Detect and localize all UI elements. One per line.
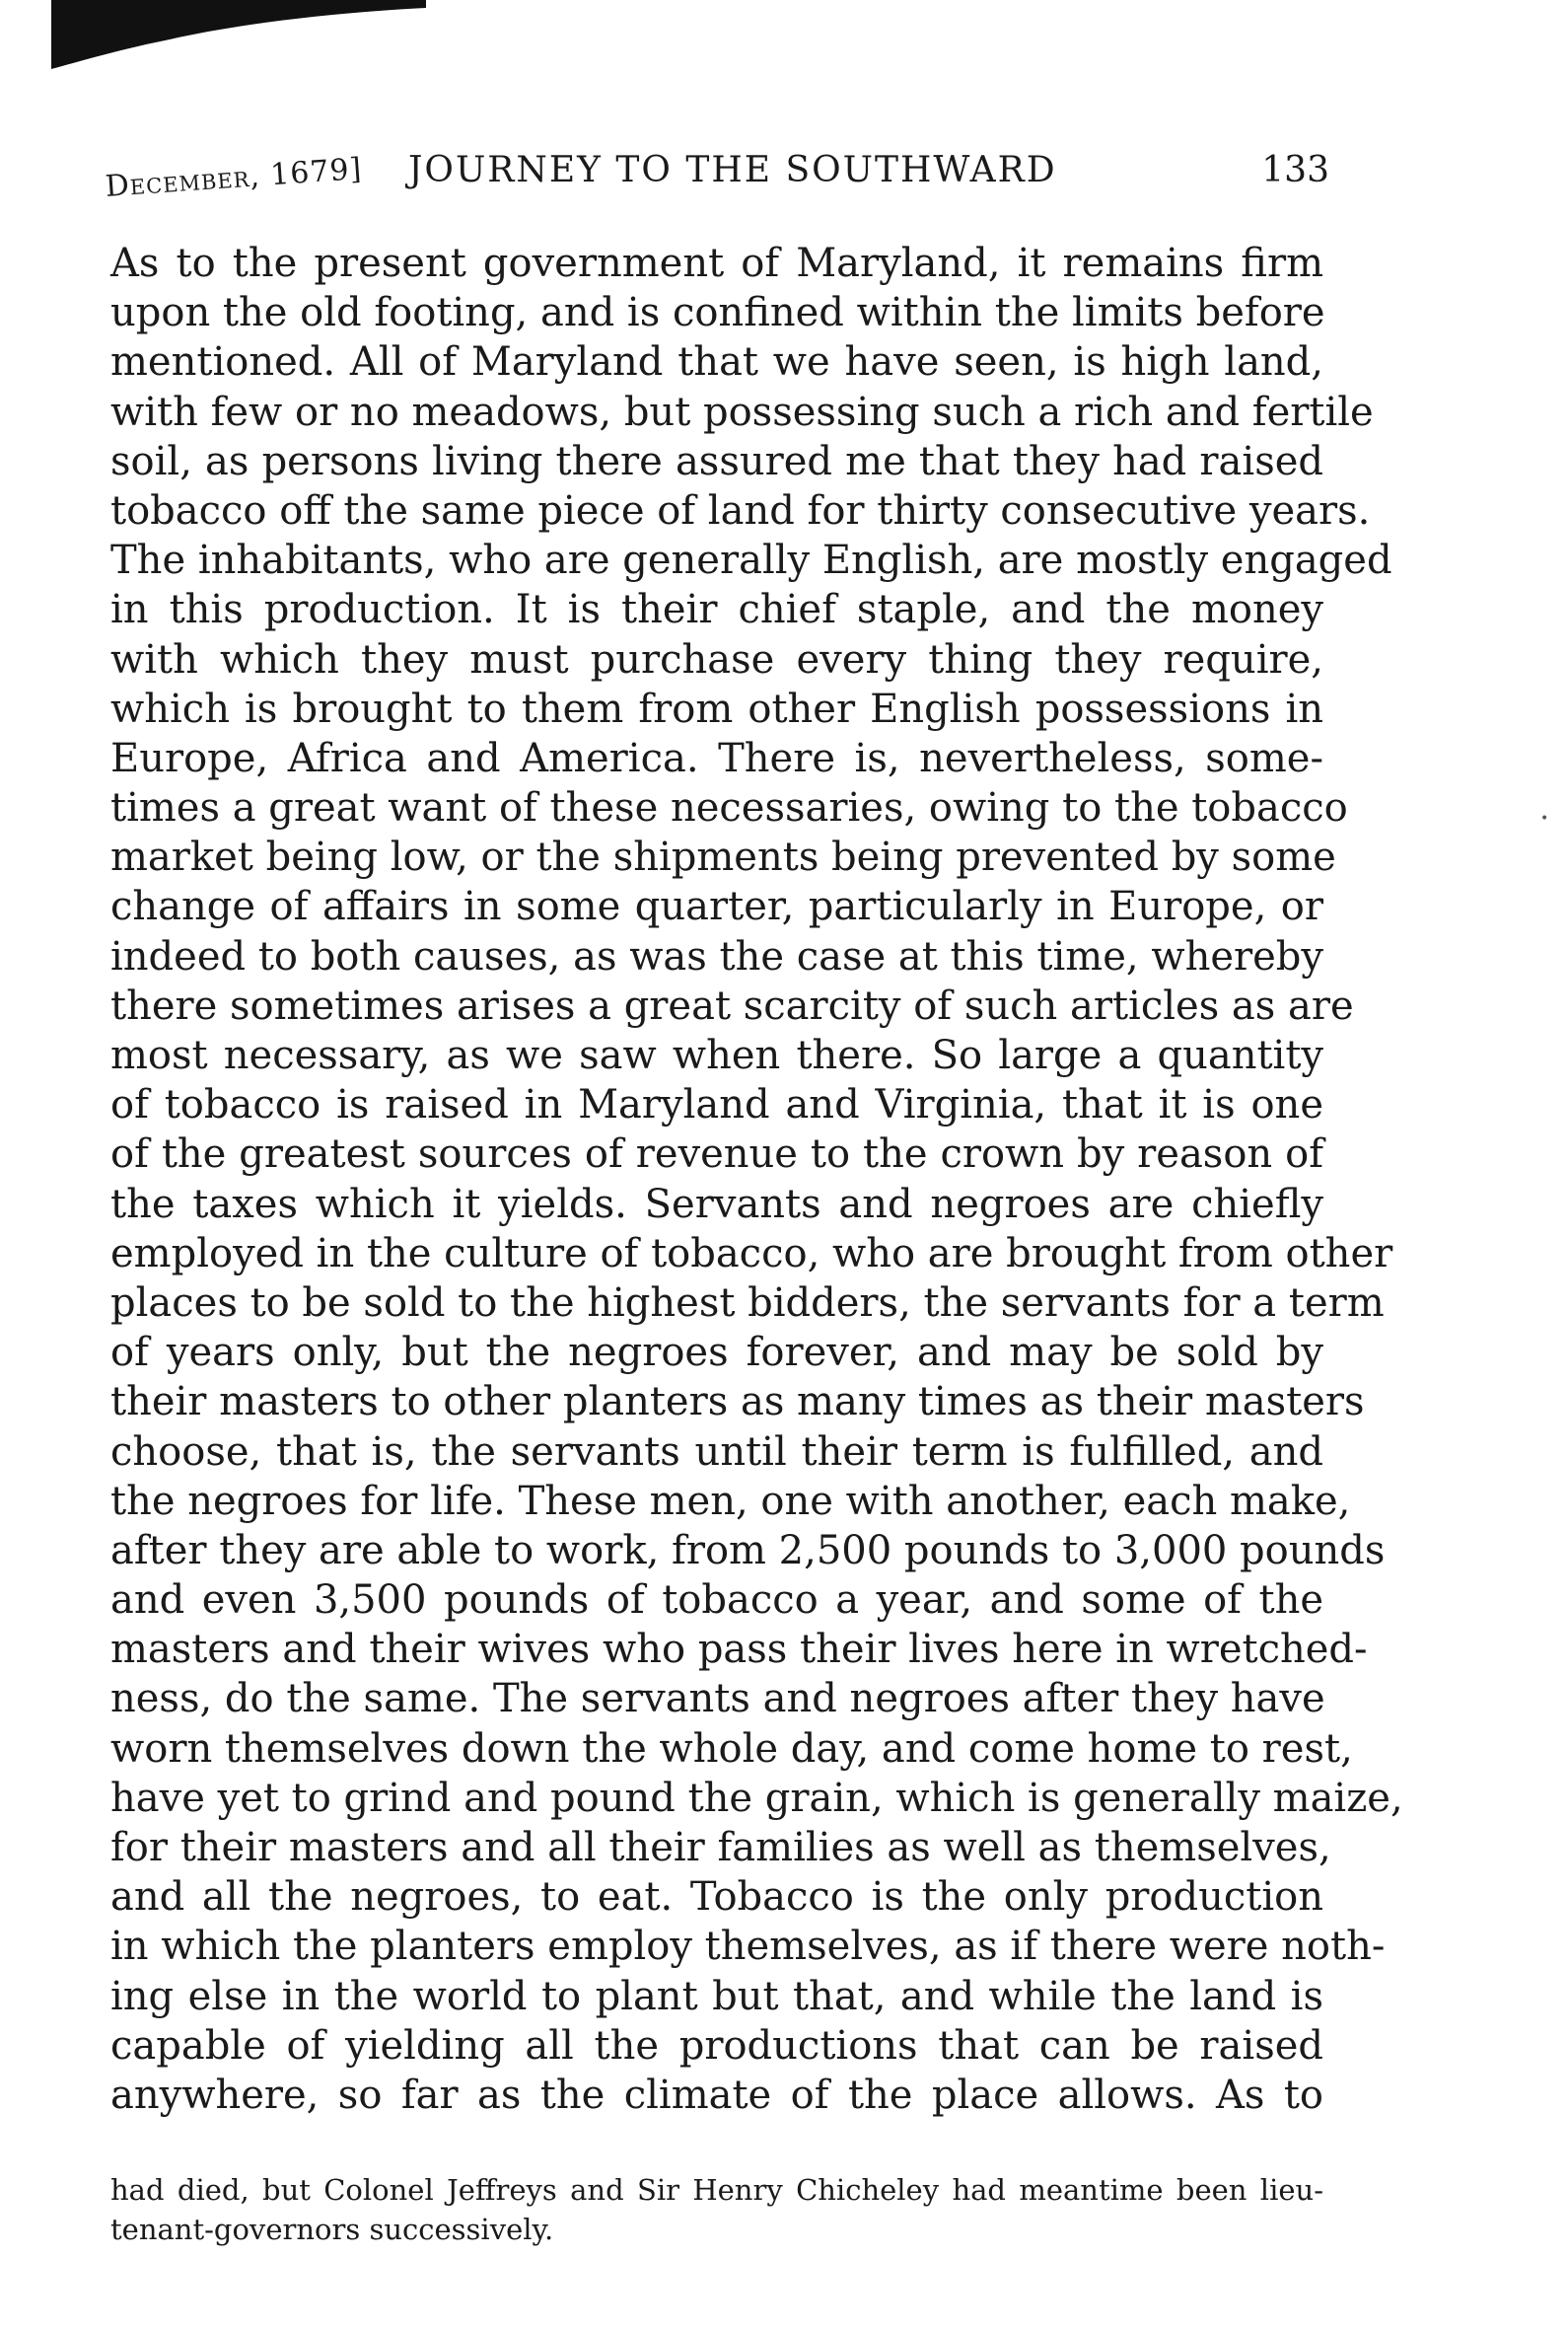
text-line: capable of yielding all the productions that can be raised [110, 2022, 1323, 2069]
text-line: most necessary, as we saw when there. So large a quantity [110, 1033, 1323, 1078]
text-line: of the greatest sources of revenue to the crown by reason of [110, 1131, 1323, 1178]
text-line: the negroes for life. These men, one with another, each make, [110, 1478, 1351, 1524]
text-line: As to the present government of Maryland, it remains firm [110, 241, 1323, 286]
text-line: tobacco off the same piece of land for thirty consecutive years. [110, 487, 1371, 534]
footnote-line: had died, but Colonel Jeffreys and Sir Henry Chicheley had meantime been lieu- [110, 2173, 1323, 2207]
text-line: employed in the culture of tobacco, who are brought from other [110, 1230, 1393, 1276]
text-line: times a great want of these necessaries, owing to the tobacco [110, 785, 1348, 832]
text-line: places to be sold to the highest bidders, the servants for a term [110, 1279, 1385, 1326]
text-line: and all the negroes, to eat. Tobacco is the only production [110, 1874, 1323, 1921]
text-line: there sometimes arises a great scarcity of such articles as are [110, 983, 1354, 1029]
text-line: of years only, but the negroes forever, and may be sold by [110, 1330, 1323, 1376]
text-line: Europe, Africa and America. There is, nevertheless, some- [110, 735, 1323, 781]
text-line: the taxes which it yields. Servants and negroes are chiefly [110, 1181, 1323, 1227]
running-head-title: JOURNEY TO THE SOUTHWARD [408, 150, 1057, 190]
text-line: choose, that is, the servants until their term is fulfilled, and [110, 1428, 1323, 1475]
text-line: The inhabitants, who are generally English, are mostly engaged [110, 538, 1392, 584]
footnote [110, 2170, 1323, 2249]
text-line: of tobacco is raised in Maryland and Virginia, that it is one [110, 1082, 1323, 1129]
text-line: indeed to both causes, as was the case at this time, whereby [110, 933, 1323, 980]
running-head-date: December, 1679] [104, 151, 364, 204]
text-line: with few or no meadows, but possessing such a rich and fertile [110, 389, 1374, 435]
text-line: ness, do the same. The servants and negroes after they have [110, 1676, 1325, 1722]
scan-artifact-streak [51, 0, 426, 69]
text-line: and even 3,500 pounds of tobacco a year, and some of the [110, 1577, 1323, 1624]
text-line: for their masters and all their families as well as themselves, [110, 1825, 1331, 1870]
margin-speck: • [1540, 811, 1549, 827]
text-line: upon the old footing, and is confined within the limits before [110, 290, 1325, 336]
body-text [110, 239, 1403, 2120]
text-line: mentioned. All of Maryland that we have seen, is high land, [110, 339, 1323, 386]
text-line: have yet to grind and pound the grain, which is generally maize, [110, 1775, 1403, 1821]
text-line: masters and their wives who pass their lives here in wretched- [110, 1627, 1368, 1673]
text-line: change of affairs in some quarter, particularly in Europe, or [110, 884, 1323, 930]
page-number: 133 [1261, 150, 1329, 190]
text-line: anywhere, so far as the climate of the place allows. As to [110, 2072, 1323, 2118]
text-line: with which they must purchase every thing they require, [110, 636, 1323, 683]
running-head [104, 150, 1329, 209]
text-line: in this production. It is their chief staple, and the money [110, 587, 1323, 633]
text-line: ing else in the world to plant but that, and while the land is [110, 1973, 1323, 2019]
text-line: worn themselves down the whole day, and come home to rest, [110, 1725, 1353, 1772]
text-line: after they are able to work, from 2,500 pounds to 3,000 pounds [110, 1527, 1386, 1573]
footnote-line: tenant-governors successively. [110, 2213, 554, 2246]
text-line: market being low, or the shipments being prevented by some [110, 835, 1336, 881]
text-line: their masters to other planters as many times as their masters [110, 1379, 1365, 1425]
text-line: in which the planters employ themselves, as if there were noth- [110, 1924, 1386, 1970]
text-line: which is brought to them from other English possessions in [110, 686, 1323, 732]
text-line: soil, as persons living there assured me that they had raised [110, 438, 1323, 484]
